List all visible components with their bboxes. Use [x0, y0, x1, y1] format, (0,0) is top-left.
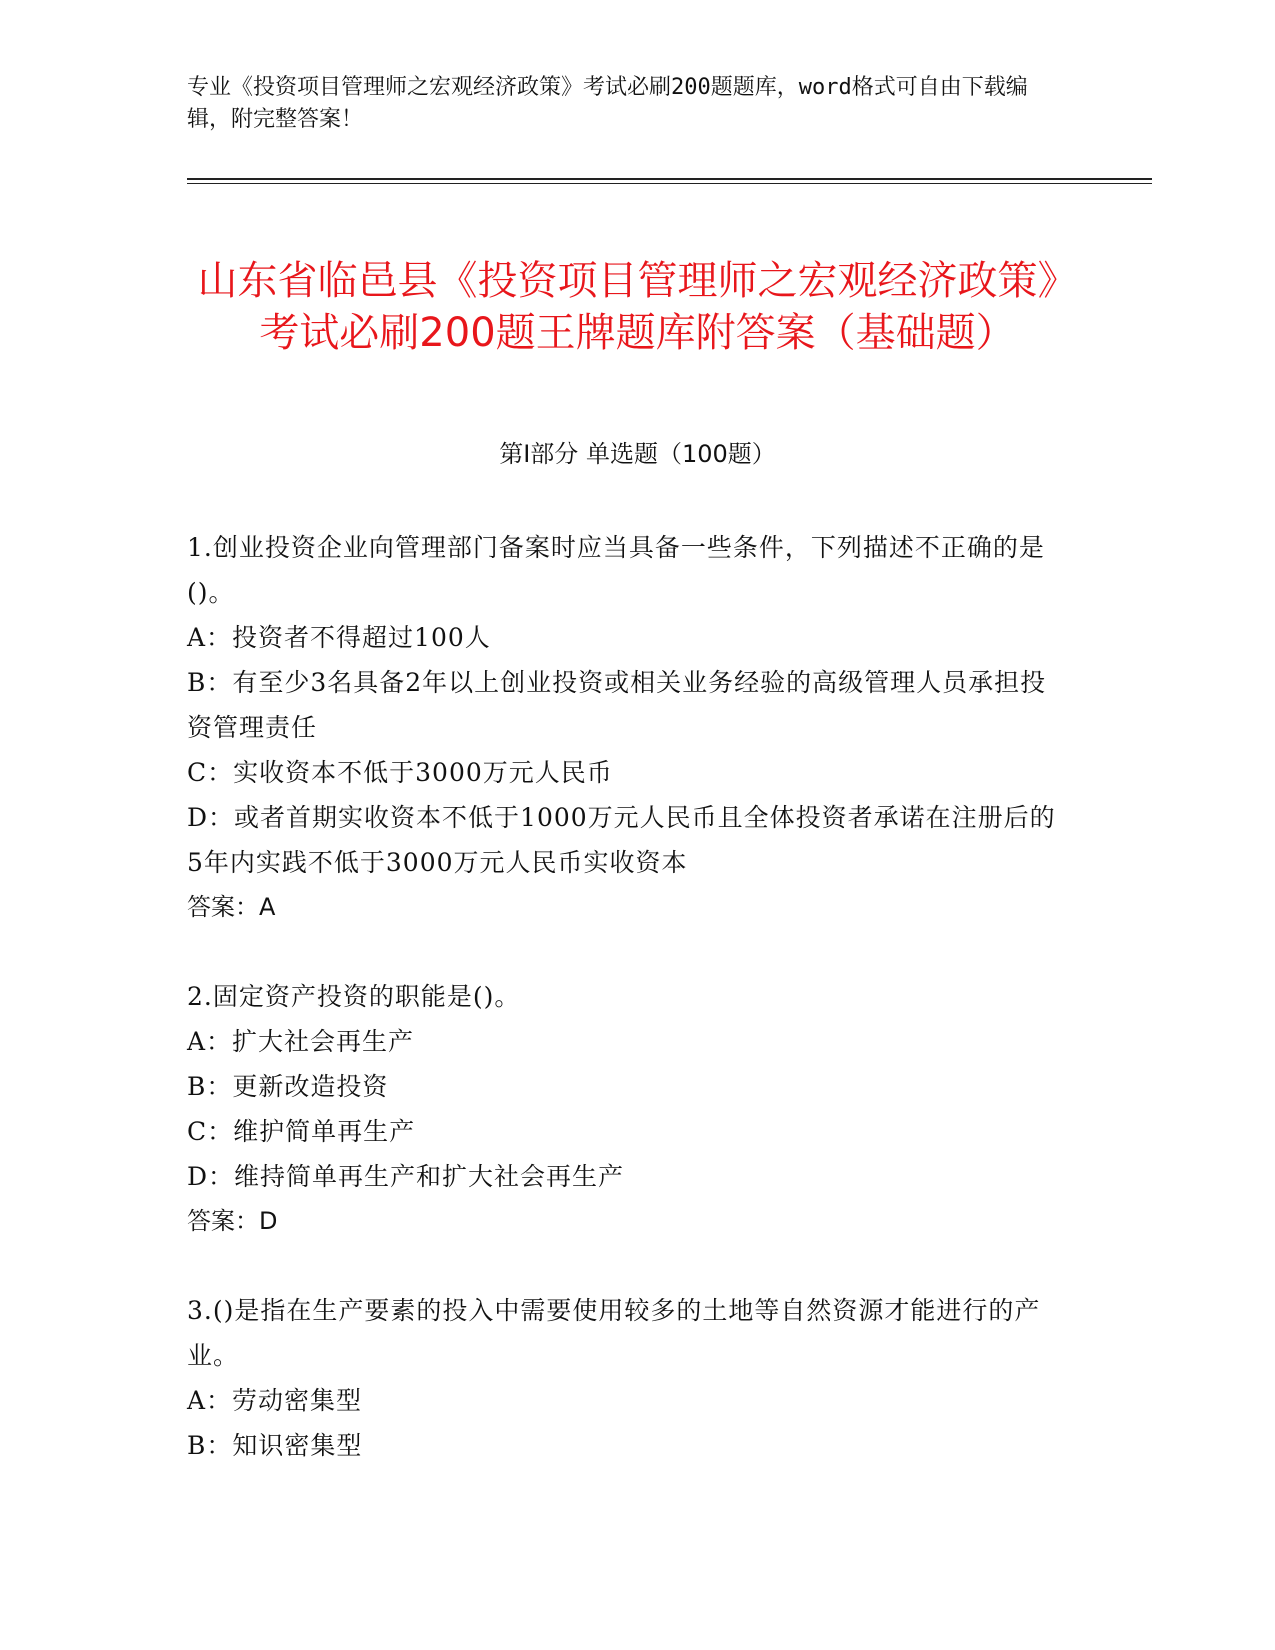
answer: 答案：D [187, 1207, 278, 1235]
option-c: C：实收资本不低于3000万元人民币 [187, 758, 613, 787]
header-rule-thin [187, 183, 1152, 184]
option-b: B：有至少3名具备2年以上创业投资或相关业务经验的高级管理人员承担投资管理责任 [187, 668, 1047, 742]
option-b: B：知识密集型 [187, 1431, 363, 1460]
header-note: 专业《投资项目管理师之宏观经济政策》考试必刷200题题库，word格式可自由下载编辑，附完整答案！ [187, 75, 1028, 132]
answer: 答案：A [187, 893, 276, 921]
question-list [187, 525, 1067, 1512]
question-stem: 3.()是指在生产要素的投入中需要使用较多的土地等自然资源才能进行的产业。 [187, 1296, 1041, 1370]
question-1 [187, 525, 1067, 930]
option-c: C：维护简单再生产 [187, 1117, 416, 1146]
header-rule-thick [187, 178, 1152, 180]
question-3 [187, 1288, 1067, 1468]
question-stem: 1.创业投资企业向管理部门备案时应当具备一些条件，下列描述不正确的是()。 [187, 533, 1045, 607]
option-d: D：维持简单再生产和扩大社会再生产 [187, 1162, 625, 1191]
section-heading: 第Ⅰ部分 单选题（100题） [499, 440, 776, 468]
document-title: 山东省临邑县《投资项目管理师之宏观经济政策》考试必刷200题王牌题库附答案（基础题） [197, 257, 1078, 356]
question-2 [187, 974, 1067, 1244]
option-a: A：扩大社会再生产 [187, 1027, 415, 1056]
option-b: B：更新改造投资 [187, 1072, 389, 1101]
option-d: D：或者首期实收资本不低于1000万元人民币且全体投资者承诺在注册后的5年内实践不低于3000万元人民币实收资本 [187, 803, 1056, 877]
question-stem: 2.固定资产投资的职能是()。 [187, 982, 521, 1011]
option-a: A：投资者不得超过100人 [187, 623, 491, 652]
option-a: A：劳动密集型 [187, 1386, 363, 1415]
